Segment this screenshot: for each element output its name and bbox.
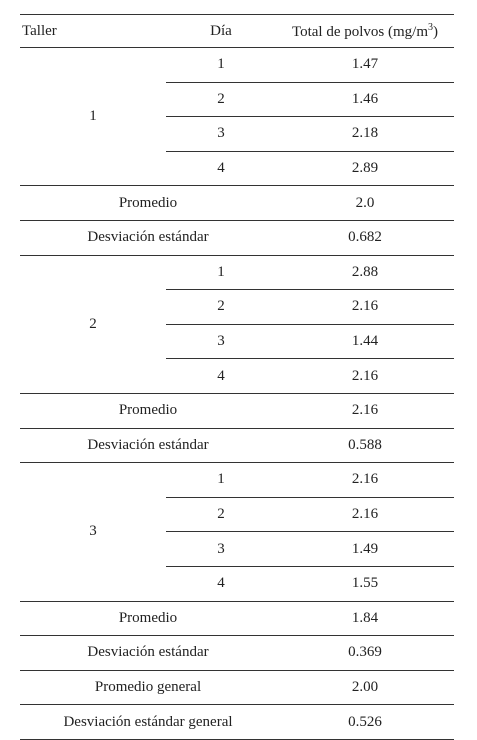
value-cell: 2.18 — [276, 117, 454, 152]
day-cell: 2 — [166, 290, 276, 325]
value-cell: 1.55 — [276, 566, 454, 601]
day-cell: 4 — [166, 151, 276, 186]
promedio-label: Promedio — [20, 601, 276, 636]
header-total-sup: 3 — [428, 21, 434, 33]
promedio-general-row — [20, 670, 454, 705]
value-cell: 2.16 — [276, 359, 454, 394]
desviacion-general-label: Desviación estándar general — [20, 705, 276, 740]
day-cell: 3 — [166, 117, 276, 152]
value-cell: 1.49 — [276, 532, 454, 567]
day-cell: 3 — [166, 324, 276, 359]
day-cell: 1 — [166, 463, 276, 498]
value-cell: 2.89 — [276, 151, 454, 186]
value-cell: 1.47 — [276, 48, 454, 83]
header-total-close: ) — [433, 23, 439, 40]
dust-table — [20, 14, 454, 740]
desviacion-general-row — [20, 705, 454, 740]
taller-cell: 1 — [20, 48, 166, 186]
day-cell: 3 — [166, 532, 276, 567]
desviacion-general-value: 0.526 — [276, 705, 454, 740]
promedio-row — [20, 601, 454, 636]
promedio-general-value: 2.00 — [276, 670, 454, 705]
taller-cell: 2 — [20, 255, 166, 393]
value-cell: 2.16 — [276, 497, 454, 532]
desviacion-value: 0.588 — [276, 428, 454, 463]
desviacion-label: Desviación estándar — [20, 428, 276, 463]
header-taller: Taller — [20, 15, 166, 48]
header-row — [20, 15, 454, 48]
desviacion-label: Desviación estándar — [20, 636, 276, 671]
promedio-row — [20, 186, 454, 221]
desviacion-label: Desviación estándar — [20, 220, 276, 255]
promedio-label: Promedio — [20, 393, 276, 428]
day-cell: 4 — [166, 359, 276, 394]
value-cell: 1.46 — [276, 82, 454, 117]
day-cell: 1 — [166, 48, 276, 83]
day-cell: 2 — [166, 82, 276, 117]
day-cell: 1 — [166, 255, 276, 290]
promedio-value: 2.0 — [276, 186, 454, 221]
header-dia: Día — [166, 15, 276, 48]
table-row — [20, 463, 454, 498]
value-cell: 1.44 — [276, 324, 454, 359]
table-row — [20, 48, 454, 83]
promedio-value: 1.84 — [276, 601, 454, 636]
desviacion-row — [20, 220, 454, 255]
desviacion-row — [20, 636, 454, 671]
promedio-general-label: Promedio general — [20, 670, 276, 705]
table-row — [20, 255, 454, 290]
value-cell: 2.16 — [276, 463, 454, 498]
value-cell: 2.88 — [276, 255, 454, 290]
desviacion-row — [20, 428, 454, 463]
promedio-row — [20, 393, 454, 428]
desviacion-value: 0.369 — [276, 636, 454, 671]
value-cell: 2.16 — [276, 290, 454, 325]
promedio-value: 2.16 — [276, 393, 454, 428]
promedio-label: Promedio — [20, 186, 276, 221]
taller-cell: 3 — [20, 463, 166, 601]
header-total — [276, 15, 454, 48]
desviacion-value: 0.682 — [276, 220, 454, 255]
day-cell: 2 — [166, 497, 276, 532]
day-cell: 4 — [166, 566, 276, 601]
header-total-text: Total de polvos (mg/m — [291, 23, 429, 40]
